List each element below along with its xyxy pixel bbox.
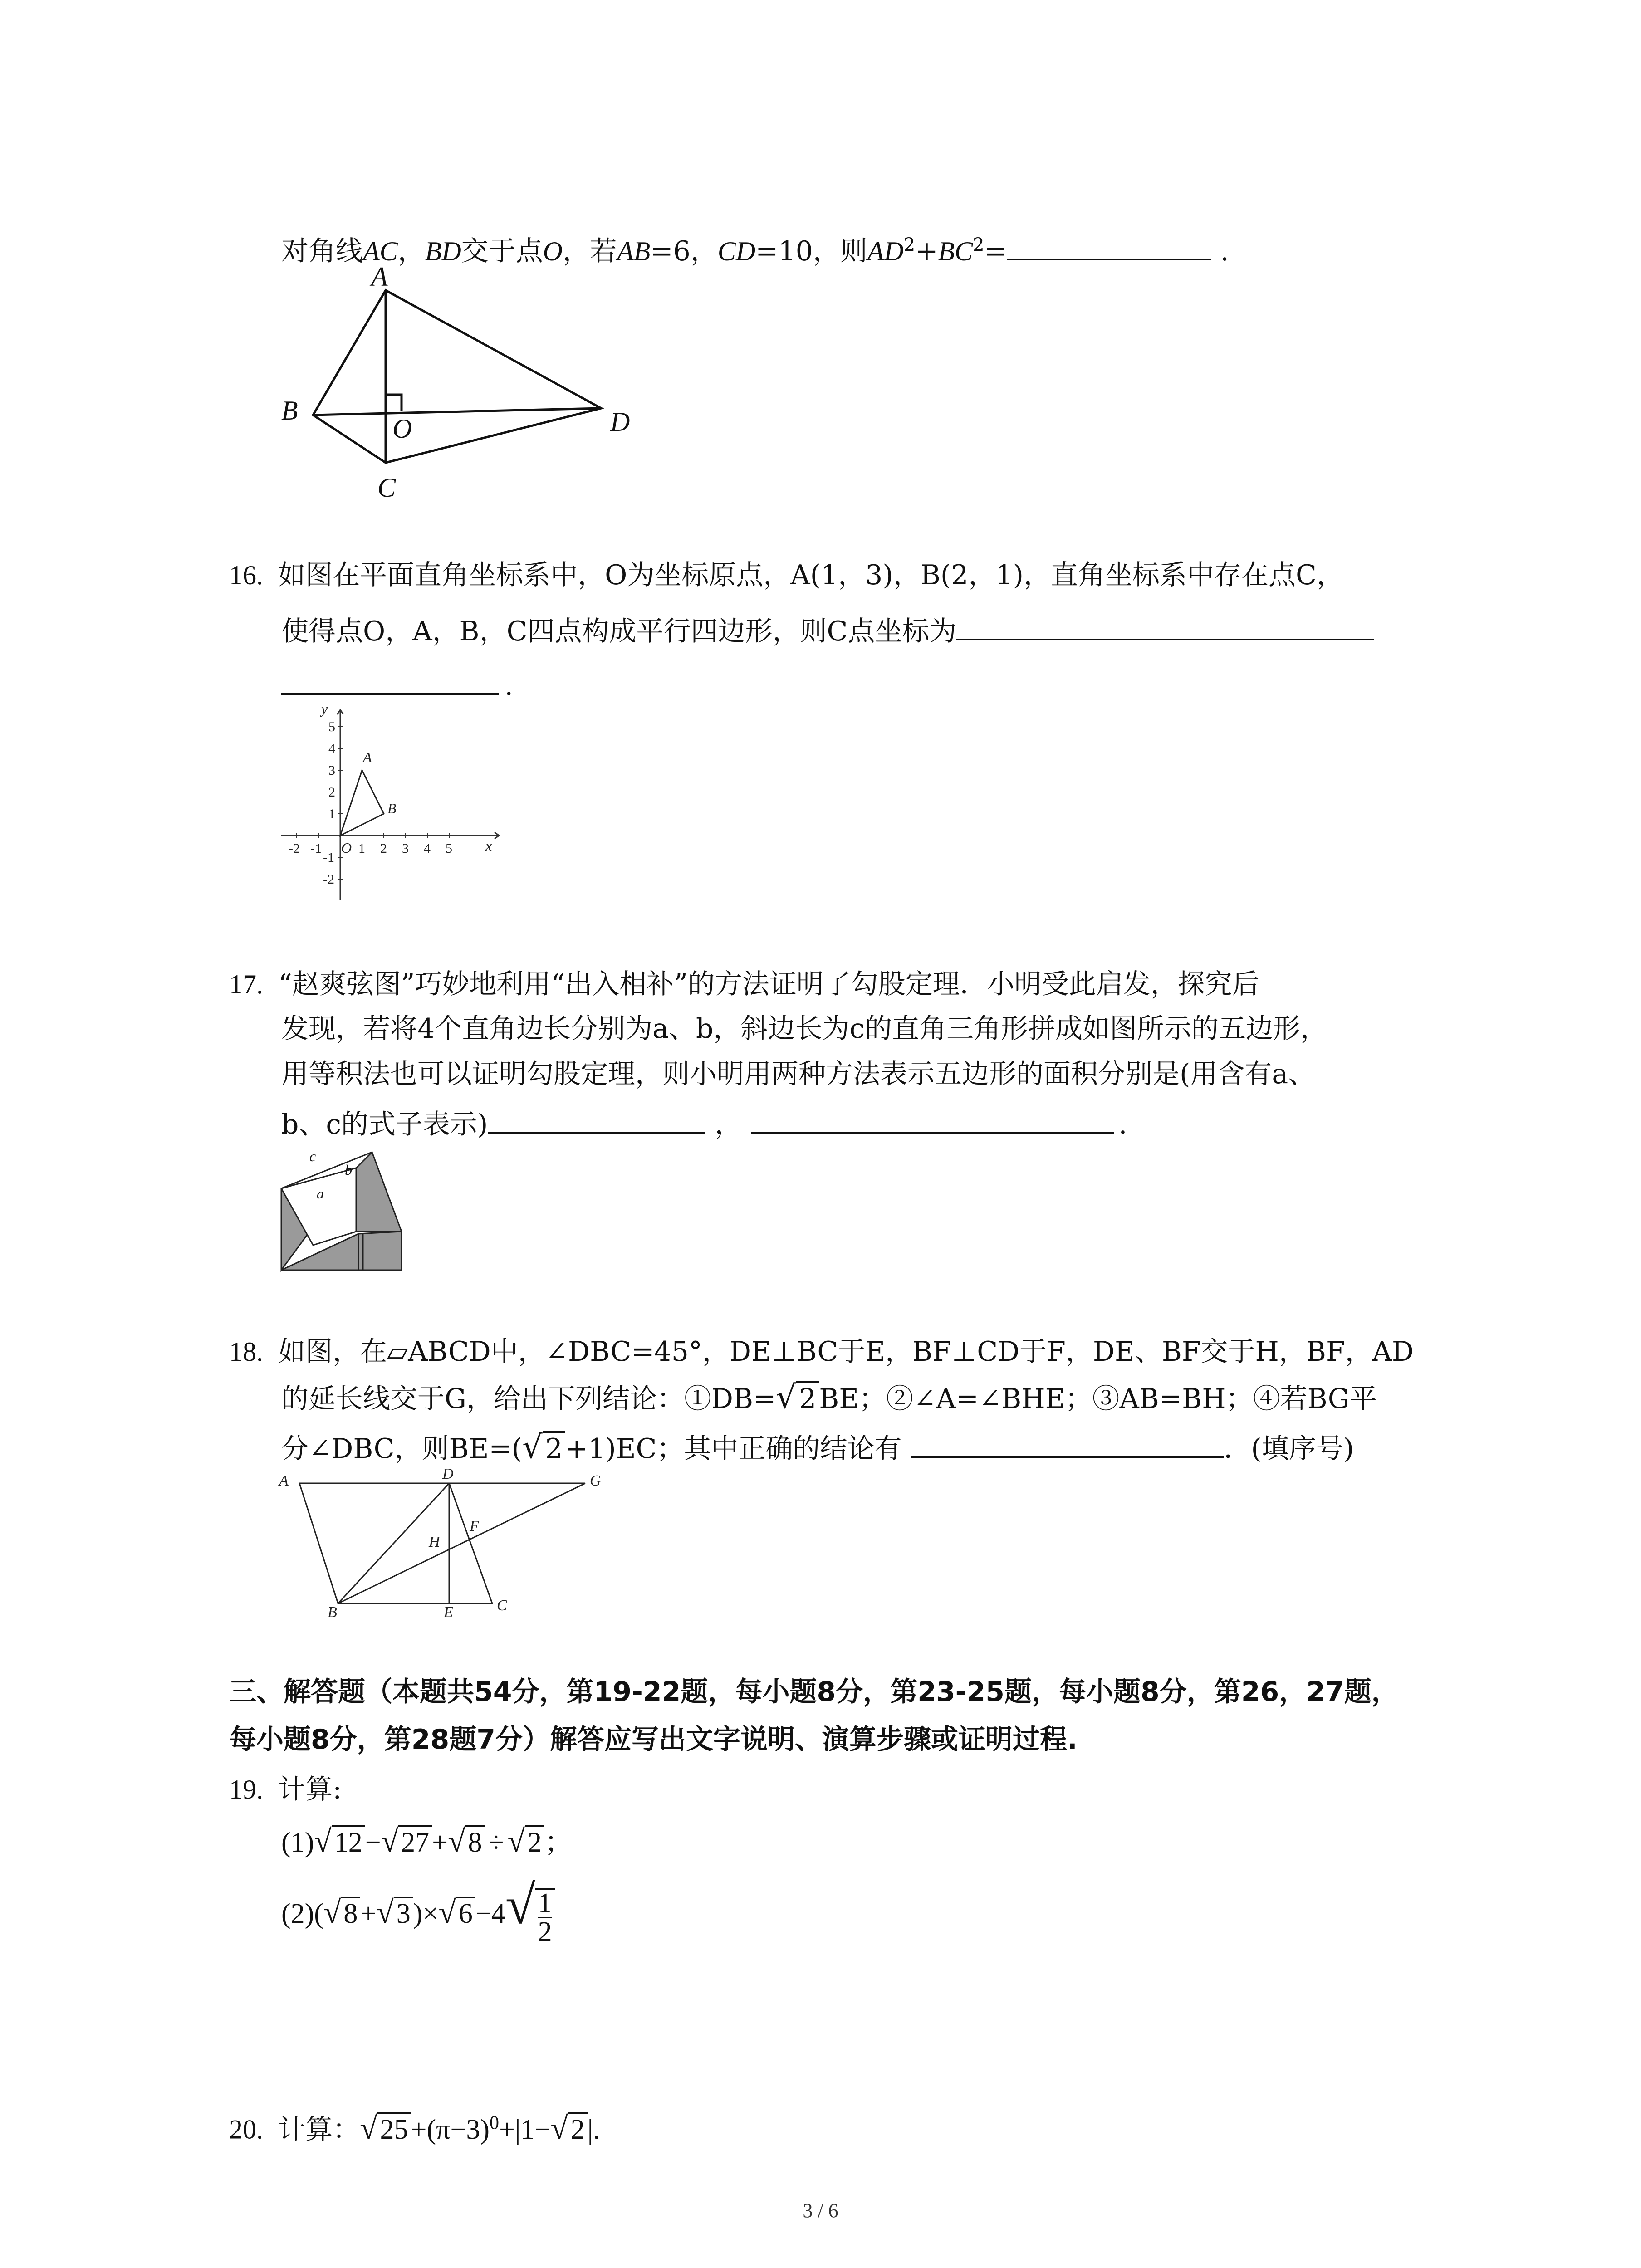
q19-op-divide: ÷ [488, 1827, 504, 1858]
q15-cd-val: =10，则 [755, 235, 867, 267]
q18-sqrt-2-b-value: 2 [543, 1431, 565, 1465]
q16-xtick-5: 5 [446, 841, 452, 856]
q19-p2-sqrt-8-value: 8 [341, 1897, 360, 1929]
q16-line1 [229, 557, 1344, 593]
q17-line4 [281, 1105, 1127, 1143]
q17-answer-blank-1[interactable] [488, 1105, 705, 1134]
q19-op-minus: − [365, 1827, 381, 1858]
q18-parallelogram-abcd [299, 1483, 492, 1603]
q15-sq2: 2 [973, 235, 985, 255]
q18-label-d: D [442, 1467, 454, 1482]
q18-sqrt-2-b: √ 2 [522, 1429, 565, 1467]
q19-part2-label: (2)( [281, 1898, 323, 1929]
q20-abs-open: +|1− [499, 2114, 551, 2145]
q16-ytick-neg2: -2 [323, 872, 334, 887]
q17-line3 [281, 1056, 1315, 1092]
q16-origin-label: O [341, 840, 352, 856]
q18-parallelogram-figure [272, 1467, 608, 1617]
q16-line3 [281, 666, 513, 704]
q16-answer-blank-1[interactable] [956, 611, 1374, 640]
q16-ytick-2: 2 [328, 785, 335, 800]
q16-xtick-4: 4 [424, 841, 431, 856]
q16-x-label: x [485, 837, 492, 854]
q20-abs-close: |. [587, 2114, 600, 2145]
q16-answer-blank-2[interactable] [281, 666, 499, 695]
q16-point-a-label: A [363, 749, 372, 765]
q18-label-b: B [328, 1604, 337, 1617]
q15-answer-blank[interactable] [1007, 231, 1211, 260]
q19-sqrt-27-value: 27 [398, 1825, 432, 1858]
q17-text-line2: 发现，若将4个直角边长分别为a、b，斜边长为c的直角三角形拼成如图所示的五边形， [281, 1013, 1327, 1045]
q20-expression [360, 2111, 600, 2146]
q17-text-line4: b、c的式子表示) [281, 1109, 488, 1140]
q15-cd: CD [717, 236, 756, 266]
q19-sqrt-12: √12 [314, 1823, 365, 1861]
q16-ytick-1: 1 [328, 807, 335, 821]
q19-p2-sqrt-3: √3 [376, 1895, 413, 1932]
section3-text-line2: 每小题8分，第28题7分）解答应写出文字说明、演算步骤或证明过程. [229, 1724, 1078, 1755]
q20-sqrt-25-value: 25 [377, 2112, 411, 2145]
q19-p2-op-minus4: −4 [475, 1898, 505, 1929]
q16-point-b-label: B [387, 800, 397, 816]
q19-part2 [281, 1875, 555, 1948]
q15-right-angle-mark [386, 395, 402, 411]
q15-eq: = [984, 235, 1007, 267]
q19-p2-fraction-denominator: 2 [538, 1916, 552, 1948]
q17-label-c: c [309, 1148, 316, 1164]
q15-diagonal-bd [313, 408, 601, 415]
q18-label-g: G [590, 1472, 601, 1489]
q18-line-bg [338, 1483, 585, 1603]
q19-p2-sqrt-6: √6 [438, 1895, 475, 1932]
q19-sqrt-2: √2 [508, 1823, 544, 1861]
q19-part1 [281, 1823, 573, 1861]
q17-gray-triangle-2 [356, 1152, 402, 1232]
section3-heading-line2 [229, 1721, 1078, 1758]
q17-separator: ， [715, 1109, 742, 1140]
q18-answer-blank[interactable] [911, 1429, 1224, 1458]
q18-text-line3b: +1)EC；其中正确的结论有 [565, 1433, 902, 1465]
q18-text-line3c: ．(填序号) [1224, 1433, 1354, 1465]
q19-p2-op-plus: + [360, 1898, 377, 1929]
q19-number: 19. [229, 1774, 263, 1804]
q15-label-a: A [371, 263, 388, 292]
q17-text-line3: 用等积法也可以证明勾股定理，则小明用两种方法表示五边形的面积分别是(用含有a、 [281, 1058, 1316, 1090]
q18-label-h: H [429, 1534, 440, 1550]
q15-label-o: O [392, 414, 412, 444]
q15-label-c: C [377, 473, 396, 503]
q17-label-a: a [317, 1185, 324, 1202]
q16-y-label: y [321, 701, 328, 717]
q17-answer-blank-2[interactable] [751, 1105, 1114, 1134]
q18-text-line2b: BE；②∠A=∠BHE；③AB=BH；④若BG平 [819, 1383, 1377, 1415]
q19-p2-close-times: )× [413, 1898, 439, 1929]
q17-pentagon-figure [277, 1148, 413, 1279]
q15-text-b: 交于点 [461, 235, 543, 267]
section3-text-line1: 三、解答题（本题共54分，第19-22题，每小题8分，第23-25题，每小题8分，第26，27题， [229, 1676, 1399, 1708]
q17-number: 17. [229, 969, 263, 999]
q17-text-line1: “赵爽弦图”巧妙地利用“出入相补”的方法证明了勾股定理．小明受此启发，探究后 [278, 968, 1259, 1000]
q15-ac: AC [363, 236, 398, 266]
q15-figure [272, 263, 644, 517]
q15-plus: + [915, 235, 938, 267]
q19-p2-sqrt-8: √8 [323, 1895, 360, 1932]
q19-sqrt-2-value: 2 [525, 1825, 544, 1858]
q19-sqrt-27: √27 [381, 1823, 432, 1861]
q15-bc: BC [938, 236, 973, 266]
q18-label-a: A [279, 1472, 289, 1489]
q19-p2-sqrt-6-value: 6 [456, 1897, 475, 1929]
q18-label-e: E [444, 1604, 453, 1617]
q15-ad: AD [867, 236, 904, 266]
q15-sq1: 2 [903, 235, 916, 255]
q18-line1 [229, 1334, 1414, 1370]
q15-label-d: D [610, 407, 630, 437]
q18-text-line3a: 分∠DBC，则BE=( [281, 1433, 523, 1465]
q18-label-f: F [470, 1518, 479, 1535]
q19-sqrt-12-value: 12 [332, 1825, 365, 1858]
q20-title: 计算： [278, 2113, 360, 2146]
q18-label-c: C [497, 1597, 507, 1614]
q16-xtick-neg1: -1 [310, 841, 322, 856]
q19-part1-label: (1) [281, 1827, 314, 1858]
q16-ytick-3: 3 [328, 763, 335, 778]
q16-end: . [505, 670, 514, 702]
q15-comma: ， [397, 235, 425, 267]
q15-end: . [1220, 235, 1229, 267]
q20-sqrt-2-value: 2 [568, 2112, 588, 2145]
q16-xtick-2: 2 [380, 841, 387, 856]
q18-line2 [281, 1379, 1377, 1417]
q15-text-c: ，若 [563, 235, 617, 267]
q19-op-plus: + [432, 1827, 448, 1858]
q15-quadrilateral [313, 290, 601, 463]
q15-o: O [543, 236, 563, 266]
q19-sqrt-8: √8 [448, 1823, 485, 1861]
q16-text-line1: 如图在平面直角坐标系中，O为坐标原点，A(1，3)，B(2，1)，直角坐标系中存在点C， [278, 559, 1344, 591]
q19-part1-end: ； [544, 1827, 573, 1858]
q16-ytick-5: 5 [328, 719, 335, 734]
q16-ytick-4: 4 [328, 741, 335, 756]
q16-xtick-1: 1 [358, 841, 365, 856]
q20-number: 20. [229, 2114, 263, 2145]
q15-bd: BD [425, 236, 461, 266]
q20-line [229, 2105, 600, 2148]
q20-sqrt-2: √2 [550, 2111, 587, 2148]
q15-ab: AB [617, 236, 651, 266]
q16-triangle-oab [340, 770, 384, 836]
q16-coordinate-figure [272, 701, 508, 905]
section3-heading-line1 [229, 1674, 1399, 1710]
q17-gray-square [358, 1232, 402, 1270]
q16-xtick-neg2: -2 [289, 841, 300, 856]
q17-end: . [1118, 1109, 1127, 1140]
q16-ytick-neg1: -1 [323, 850, 334, 865]
q16-number: 16. [229, 560, 263, 590]
q18-line3 [281, 1429, 1354, 1467]
q20-pi-term: +(π−3) [411, 2114, 490, 2145]
q18-text-line2a: 的延长线交于G，给出下列结论：①DB= [281, 1383, 776, 1415]
q17-label-b: b [345, 1162, 352, 1178]
q19-p2-sqrt-half: √ $\frac{1}{2}$ [505, 1887, 555, 1945]
page-number: 3 / 6 [803, 2200, 838, 2222]
q18-text-line1: 如图，在▱ABCD中，∠DBC=45°，DE⊥BC于E，BF⊥CD于F，DE、BF交于H，BF，AD [278, 1336, 1414, 1368]
q19-title-text: 计算: [278, 1774, 342, 1805]
q16-line2 [281, 611, 1374, 650]
q19-sqrt-8-value: 8 [465, 1825, 485, 1858]
q19-p2-sqrt-3-value: 3 [394, 1897, 413, 1929]
q20-sqrt-25: √25 [360, 2111, 411, 2148]
q19-title [229, 1771, 342, 1808]
q19-p2-fraction-numerator: 1 [538, 1888, 552, 1919]
q15-ab-val: =6， [650, 235, 718, 267]
q18-sqrt-2-a: √ 2 [776, 1379, 819, 1417]
q18-sqrt-2-a-value: 2 [796, 1381, 819, 1415]
q16-text-line2: 使得点O，A，B，C四点构成平行四边形，则C点坐标为 [281, 616, 957, 647]
q20-exponent: 0 [490, 2112, 500, 2133]
q15-text-a: 对角线 [281, 235, 363, 267]
q18-number: 18. [229, 1337, 263, 1367]
q17-line1 [229, 966, 1259, 1002]
q16-xtick-3: 3 [402, 841, 409, 856]
q17-line2 [281, 1011, 1327, 1047]
q15-label-b: B [281, 396, 298, 425]
